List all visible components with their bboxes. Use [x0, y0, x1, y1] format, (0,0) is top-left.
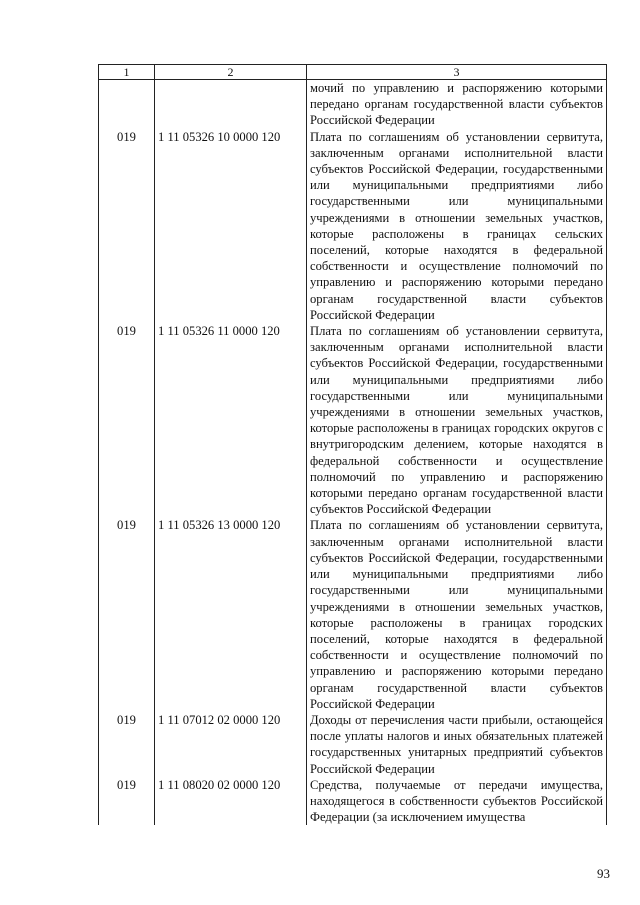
table-row [99, 323, 607, 517]
description-cell: Плата по соглашениям об установлении сервитута, заключенным органами исполнительной власти субъектов Российской Федерации, государственными или муниципальными предприятиями либо государственными или муниципальными учреждениями в отношении земельных участков, которые расположены в границах сельских поселений, которые находятся в федеральной собственности и осуществление полномочий по управлению и распоряжению которыми передано органам государственной власти субъектов Российской Федерации [307, 129, 607, 323]
page-number: 93 [597, 866, 610, 881]
table-row [99, 777, 607, 826]
admin-code-cell: 019 [99, 517, 155, 711]
table-row [99, 129, 607, 323]
description-cell: Плата по соглашениям об установлении сервитута, заключенным органами исполнительной власти субъектов Российской Федерации, государственными или муниципальными предприятиями либо государственными или муниципальными учреждениями в отношении земельных участков, которые расположены в границах городских поселений, которые находятся в федеральной собственности и осуществление полномочий по управлению и распоряжению которыми передано органам государственной власти субъектов Российской Федерации [307, 517, 607, 711]
admin-code-cell [99, 80, 155, 129]
description-cell: Плата по соглашениям об установлении сервитута, заключенным органами исполнительной власти субъектов Российской Федерации, государственными или муниципальными предприятиями либо государственными или муниципальными учреждениями в отношении земельных участков, которые расположены в границах городских округов с внутригородским делением, которые находятся в федеральной собственности и осуществление полномочий по управлению и распоряжению которыми передано органам государственной власти субъектов Российской Федерации [307, 323, 607, 517]
table-row [99, 517, 607, 711]
table-header-row [99, 65, 607, 80]
kbk-cell: 1 11 05326 11 0000 120 [155, 323, 307, 517]
admin-code-cell: 019 [99, 777, 155, 826]
description-cell: Доходы от перечисления части прибыли, остающейся после уплаты налогов и иных обязательных платежей государственных унитарных предприятий субъектов Российской Федерации [307, 712, 607, 777]
kbk-cell: 1 11 05326 10 0000 120 [155, 129, 307, 323]
table-row [99, 712, 607, 777]
column-header-3: 3 [307, 65, 607, 80]
kbk-cell: 1 11 07012 02 0000 120 [155, 712, 307, 777]
budget-codes-table [98, 64, 607, 825]
description-cell: Средства, получаемые от передачи имущества, находящегося в собственности субъектов Российской Федерации (за исключением имущества [307, 777, 607, 826]
admin-code-cell: 019 [99, 129, 155, 323]
column-header-1: 1 [99, 65, 155, 80]
table-row-continuation [99, 80, 607, 129]
admin-code-cell: 019 [99, 323, 155, 517]
description-cell: мочий по управлению и распоряжению которыми передано органам государственной власти субъектов Российской Федерации [307, 80, 607, 129]
kbk-cell: 1 11 08020 02 0000 120 [155, 777, 307, 826]
kbk-cell: 1 11 05326 13 0000 120 [155, 517, 307, 711]
kbk-cell [155, 80, 307, 129]
admin-code-cell: 019 [99, 712, 155, 777]
column-header-2: 2 [155, 65, 307, 80]
